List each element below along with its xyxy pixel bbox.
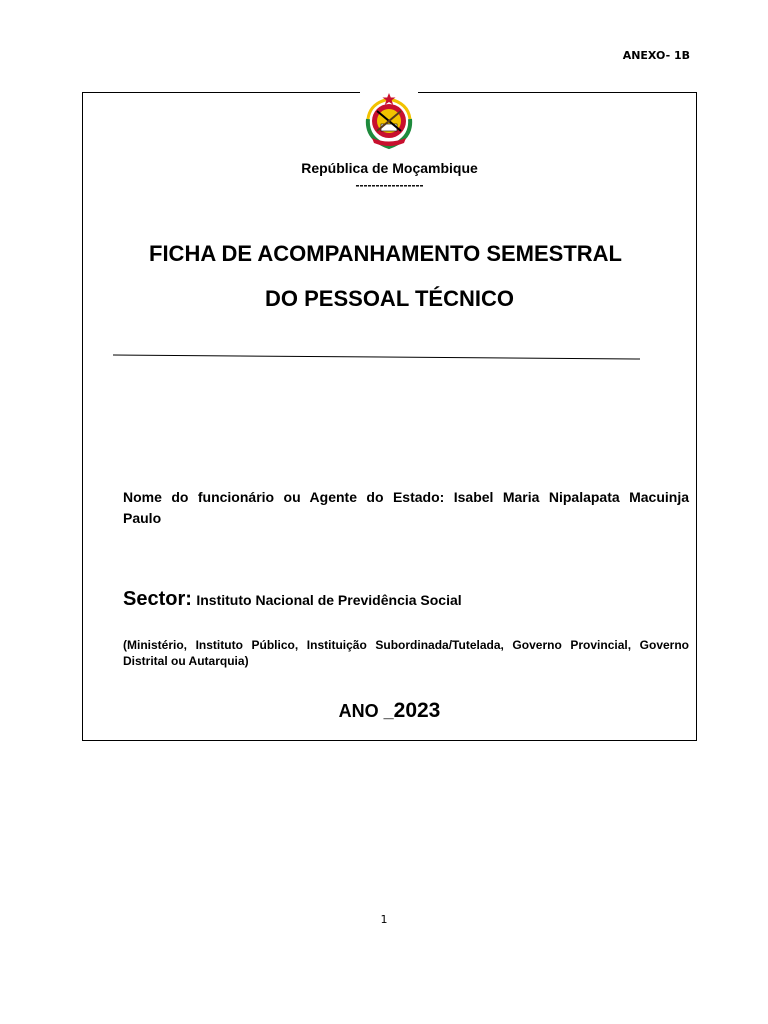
employee-name-line-1: Nome do funcionário ou Agente do Estado: Isabel Maria Nipalapata Macuinja [123, 489, 689, 505]
sector-note: (Ministério, Instituto Público, Instituição Subordinada/Tutelada, Governo Provincial, Governo Distrital ou Autarquia) [123, 638, 689, 668]
year-field [83, 699, 696, 723]
employee-name-line-2: Paulo [123, 510, 162, 526]
sector-label: Sector: [123, 588, 192, 610]
document-title-line-1: FICHA DE ACOMPANHAMENTO SEMESTRAL [149, 241, 622, 266]
year-value: 2023 [393, 699, 441, 722]
country-name: República de Moçambique [301, 160, 478, 176]
sector-field [123, 588, 689, 611]
title-divider [113, 351, 643, 363]
mozambique-coat-of-arms-icon [360, 89, 418, 153]
page-number: 1 [380, 913, 388, 926]
annex-label: ANEXO- 1B [622, 49, 690, 62]
separator-dashes: ----------------- [355, 178, 424, 192]
document-frame [82, 92, 697, 741]
year-label: ANO _ [338, 701, 394, 721]
sector-value: Instituto Nacional de Previdência Social [196, 592, 462, 608]
employee-name-field [123, 487, 689, 529]
document-title-line-2: DO PESSOAL TÉCNICO [265, 286, 514, 311]
